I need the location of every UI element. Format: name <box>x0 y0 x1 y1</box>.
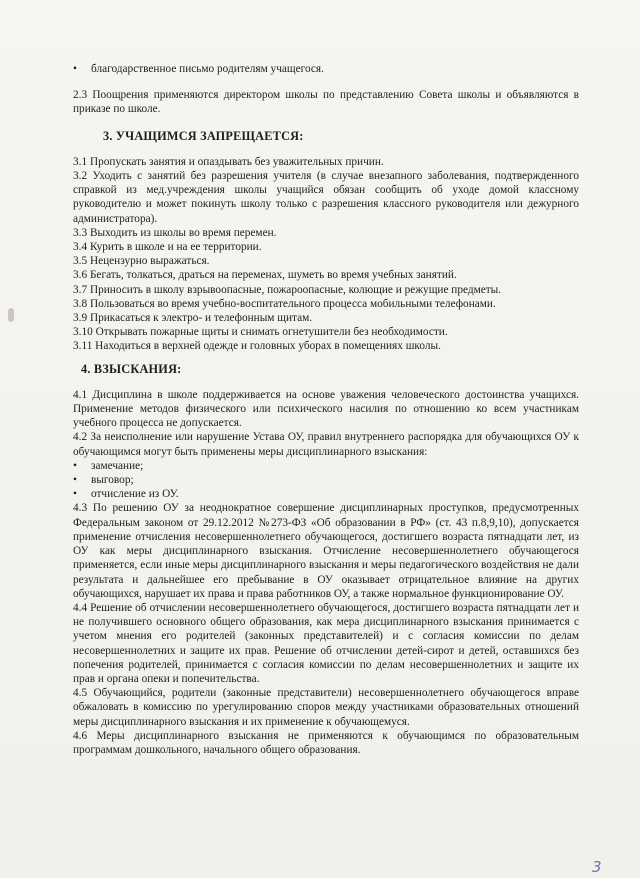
document-body <box>73 62 579 757</box>
measure-item <box>73 459 579 473</box>
rule-item: 3.3 Выходить из школы во время перемен. <box>73 226 277 239</box>
bullet-text: благодарственное письмо родителям учащегося. <box>91 63 324 75</box>
rule-item: 3.4 Курить в школе и на ее территории. <box>73 241 262 254</box>
paragraph-4-2: 4.2 За неисполнение или нарушение Устава ОУ, правил внутреннего распорядка для обучающихся ОУ к обучающимся могут быть применены меры дисциплинарного взыскания: <box>73 431 579 458</box>
section-4-heading: 4. ВЗЫСКАНИЯ: <box>81 361 182 376</box>
section-3-list <box>73 155 579 354</box>
section-4-body <box>73 388 579 757</box>
paragraph-4-5: 4.5 Обучающийся, родители (законные представители) несовершеннолетнего обучающегося вправе обжаловать в комиссию по урегулированию споров между участниками образовательных отношений меры дисциплинарного взыскания и их применение к обучающемуся. <box>73 687 579 728</box>
bullet-item <box>73 62 579 76</box>
paragraph-2-3: 2.3 Поощрения применяются директором школы по представлению Совета школы и объявляются в приказе по школе. <box>73 89 579 116</box>
bullet-icon: • <box>73 459 77 472</box>
page-number: 3 <box>592 858 602 876</box>
rule-item: 3.5 Нецензурно выражаться. <box>73 255 210 268</box>
rule-item: 3.10 Открывать пожарные щиты и снимать огнетушители без необходимости. <box>73 326 448 339</box>
rule-item: 3.7 Приносить в школу взрывоопасные, пожароопасные, колющие и режущие предметы. <box>73 283 502 296</box>
section-3-heading: 3. УЧАЩИМСЯ ЗАПРЕЩАЕТСЯ: <box>103 128 304 143</box>
paragraph-4-4: 4.4 Решение об отчислении несовершеннолетнего обучающегося, достигшего возраста пятнадцати лет и не получившего основного общего образования, как мера дисциплинарного взыскания принимается с учетом мнения его родителей (законных представителей) и с согласия комиссии по делам несовершеннолетних и защите их прав. Решение об отчислении детей-сирот и детей, оставшихся без попечения родителей, принимается с согласия комиссии по делам несовершеннолетних и защите их прав и органа опеки и попечительства. <box>73 601 579 685</box>
rule-item: 3.9 Прикасаться к электро- и телефонным щитам. <box>73 312 313 325</box>
paragraph-4-3: 4.3 По решению ОУ за неоднократное совершение дисциплинарных проступков, предусмотренных Федеральным законом от 29.12.2012 №273-ФЗ «Об образовании в РФ» (ст. 43 п.8,9,10), допускается применение отчисления несовершеннолетнего обучающегося, достигшего возраста пятнадцати лет, из ОУ как меры дисциплинарного взыскания. Отчисление несовершеннолетнего обучающегося применяется, если иные меры дисциплинарного взыскания и меры педагогического воздействия не дали результата и дальнейшее его пребывание в ОУ оказывает отрицательное влияние на других обучающихся, нарушает их права и права работников ОУ, а также нормальное функционирование ОУ. <box>73 502 579 600</box>
paragraph-4-1: 4.1 Дисциплина в школе поддерживается на основе уважения человеческого достоинства учащихся. Применение методов физического или психического насилия по отношению ко всем участникам учебного процесса не допускается. <box>73 388 579 430</box>
rule-item: 3.1 Пропускать занятия и опаздывать без уважительных причин. <box>73 155 384 168</box>
rule-item: 3.2 Уходить с занятий без разрешения учителя (в случае внезапного заболевания, подтвержденного справкой из мед.учреждения школы учащийся обязан сообщить об уходе домой классному руководителю и может покинуть школу только с разрешения классного руководителя или дежурного администратора). <box>73 170 579 225</box>
measure-text: замечание; <box>91 459 144 472</box>
rule-item: 3.11 Находиться в верхней одежде и головных уборах в помещениях школы. <box>73 340 441 353</box>
rule-item: 3.6 Бегать, толкаться, драться на переменах, шуметь во время учебных занятий. <box>73 269 457 282</box>
measure-item <box>73 473 579 487</box>
binder-hole-mark <box>8 308 14 322</box>
bullet-icon: • <box>73 63 77 75</box>
bullet-icon: • <box>73 488 77 501</box>
bullet-icon: • <box>73 474 77 487</box>
measure-text: отчисление из ОУ. <box>91 488 179 501</box>
measure-text: выговор; <box>91 474 134 487</box>
paragraph-4-6: 4.6 Меры дисциплинарного взыскания не применяются к обучающимся по образовательным программам дошкольного, начального общего образования. <box>73 729 579 756</box>
rule-item: 3.8 Пользоваться во время учебно-воспитательного процесса мобильными телефонами. <box>73 297 496 310</box>
measure-item <box>73 487 579 501</box>
